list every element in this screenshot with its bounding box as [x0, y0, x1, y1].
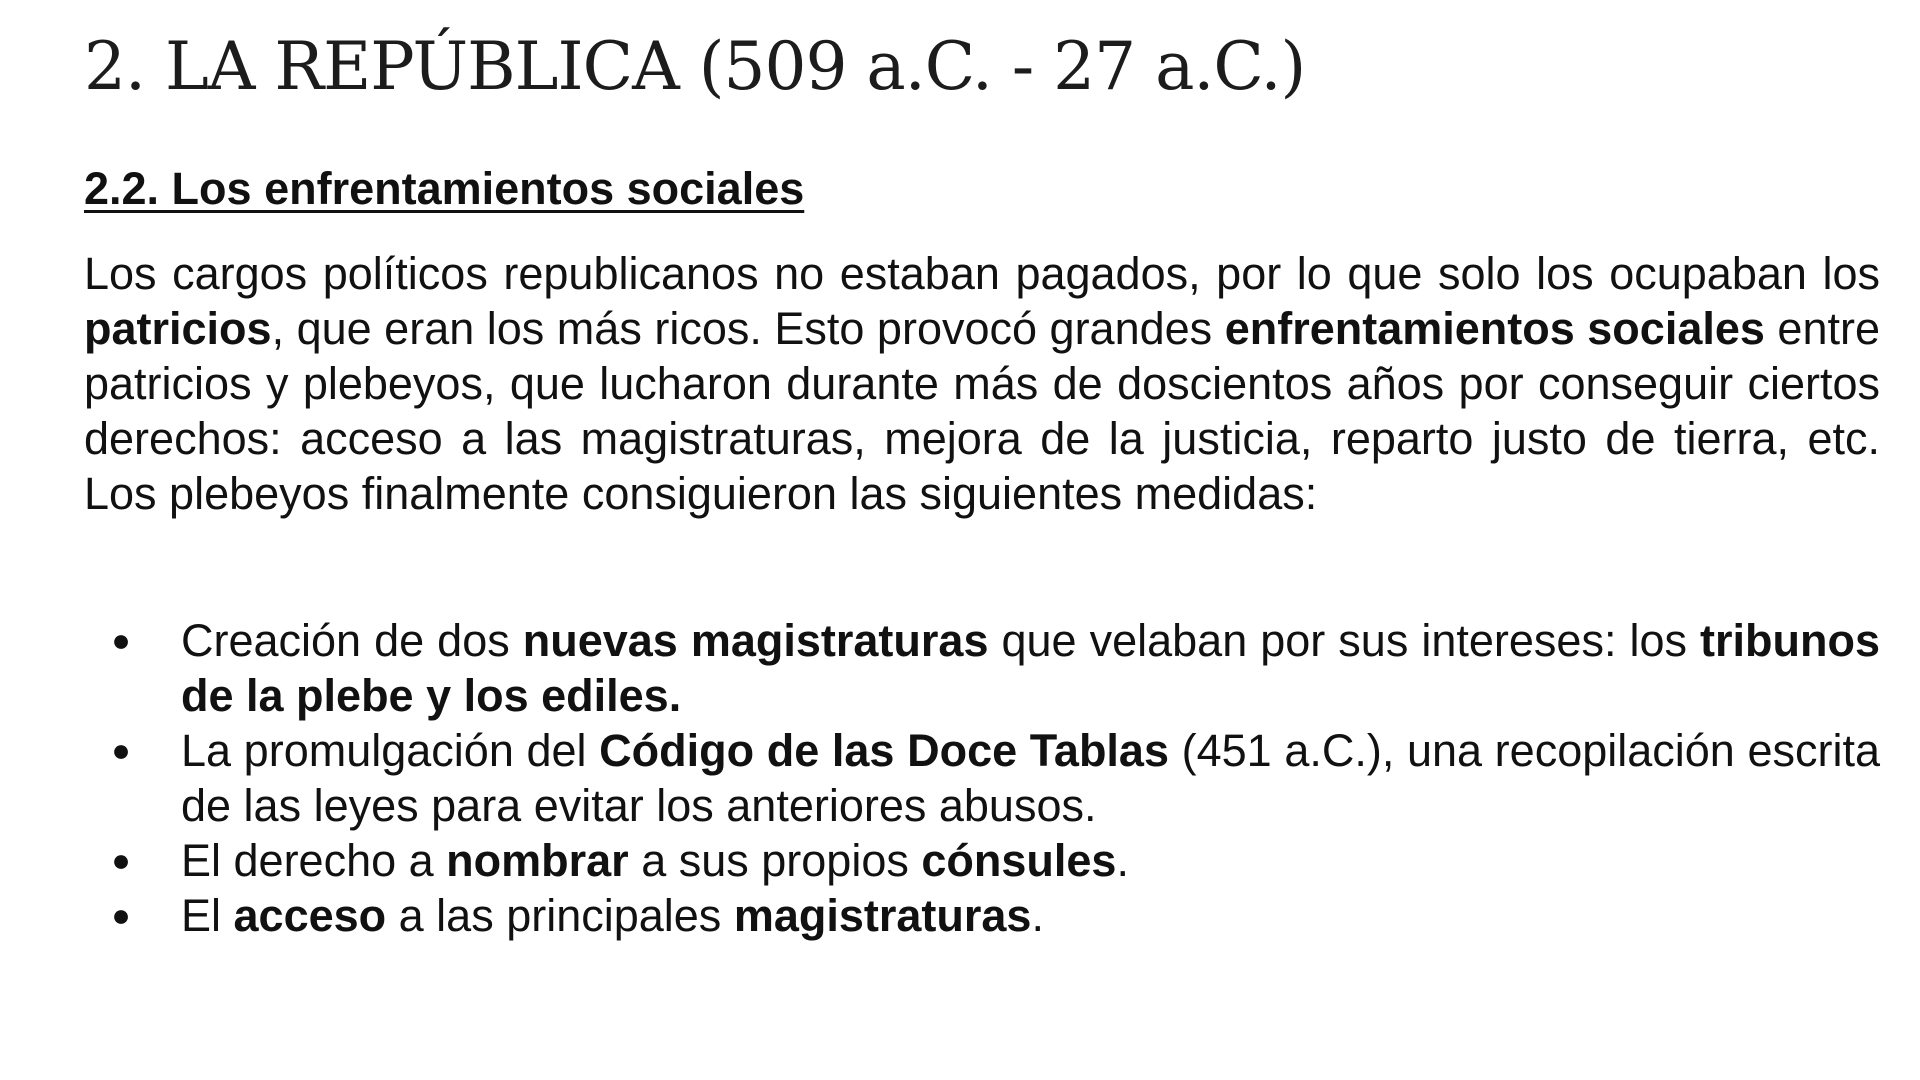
bold-text-run: nombrar — [446, 835, 629, 886]
text-run: (451 a.C.), una recopilación escrita de las leyes para evitar los anteriores abusos. — [181, 725, 1880, 831]
list-item-text — [181, 723, 1880, 833]
bold-text-run: nuevas magistraturas — [522, 615, 989, 666]
bold-text-run: enfrentamientos sociales — [1224, 303, 1765, 354]
bold-text-run: patricios — [84, 303, 272, 354]
text-run: El derecho a — [181, 835, 447, 886]
bold-text-run: Código de las Doce Tablas — [599, 725, 1169, 776]
text-run: Los cargos políticos republicanos no estaban pagados, por lo que solo los ocupaban los — [84, 248, 1880, 299]
text-run: . — [1116, 835, 1129, 886]
body-paragraph — [84, 246, 1880, 521]
list-item — [84, 833, 1880, 888]
text-run: Creación de dos — [181, 615, 523, 666]
list-item — [84, 613, 1880, 723]
text-run: La promulgación del — [181, 725, 600, 776]
text-run: entre patricios y plebeyos, que lucharon durante más de doscientos años por conseguir ciertos derechos: acceso a las magistraturas, mejora de la justicia, reparto justo de tierra, etc. Los plebeyos finalmente consiguieron las siguientes medidas: — [84, 303, 1880, 519]
section-subtitle: 2.2. Los enfrentamientos sociales — [84, 163, 805, 214]
text-run: a sus propios — [628, 835, 922, 886]
bullet-dot-icon: ● — [111, 732, 131, 768]
list-item-text — [181, 833, 1880, 888]
list-item — [84, 888, 1880, 943]
measures-list — [84, 613, 1880, 943]
bold-text-run: cónsules — [921, 835, 1117, 886]
list-item — [84, 723, 1880, 833]
bold-text-run: tribunos de la plebe y los ediles. — [181, 615, 1880, 721]
text-run: . — [1031, 890, 1044, 941]
text-run: a las principales — [386, 890, 734, 941]
page-title: 2. LA REPÚBLICA (509 a.C. - 27 a.C.) — [84, 28, 1306, 105]
text-run: que velaban por sus intereses: los — [988, 615, 1701, 666]
list-item-text — [181, 613, 1880, 723]
text-run: , que eran los más ricos. Esto provocó grandes — [271, 303, 1225, 354]
text-run: El — [181, 890, 234, 941]
bullet-dot-icon: ● — [111, 897, 131, 933]
bold-text-run: acceso — [233, 890, 387, 941]
bullet-dot-icon: ● — [111, 622, 131, 658]
bold-text-run: magistraturas — [733, 890, 1032, 941]
list-item-text — [181, 888, 1880, 943]
bullet-dot-icon: ● — [111, 842, 131, 878]
